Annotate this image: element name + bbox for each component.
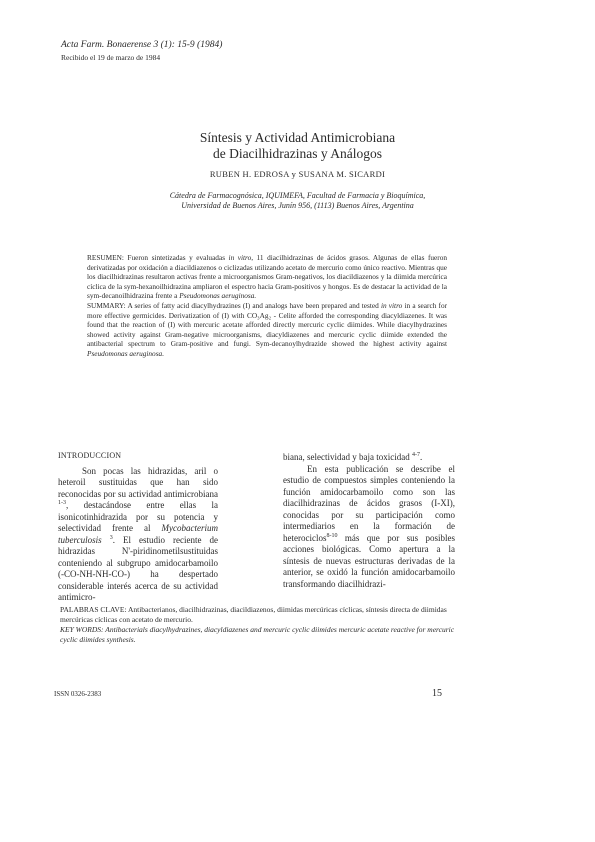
intro-text-a: Son pocas las hidrazidas, aril o heteroil sustituidas que han sido reconocidas por su actividad antimicrobiana (58, 465, 218, 499)
summary-invitro: in vitro (380, 300, 403, 310)
intro-text-b: , destacándose entre ellas la isonicotinhidrazida por su potencia y selectividad frente al (58, 500, 218, 533)
ref-4-7: 4-7 (411, 452, 420, 458)
ref-3: 3 (109, 534, 113, 541)
intro-paragraph-2 (283, 464, 455, 591)
summary-label: SUMMARY: (87, 300, 126, 310)
ref-8-10: 8-10 (326, 532, 338, 539)
key-words-label: KEY WORDS: (60, 625, 104, 634)
title-line-1: Síntesis y Actividad Antimicrobiana (199, 130, 396, 145)
received-date: Recibido el 19 de marzo de 1984 (61, 53, 161, 62)
intro-text-d: biana, selectividad y baja toxicidad (283, 452, 410, 462)
abstract (87, 253, 447, 359)
intro-paragraph-1 (58, 466, 218, 604)
resumen-label: RESUMEN: (87, 253, 124, 262)
resumen-text: Fueron sintetizadas y evaluadas (127, 253, 226, 262)
title-line-2: de Diacilhidrazinas y Análogos (212, 146, 383, 161)
issn: ISSN 0326-2383 (54, 690, 102, 698)
palabras-clave (60, 605, 456, 625)
page-number: 15 (432, 688, 442, 699)
intro-text-f: más que por sus posibles acciones biológicas. Como apertura a la síntesis de nuevas estructuras derivadas de la anterior, se oxidó la función amidocarbamoilo transformando diacilhidrazi- (283, 532, 455, 589)
summary (87, 301, 447, 359)
summary-organism: Pseudomonas aeruginosa. (87, 348, 165, 358)
intro-continuation (283, 452, 455, 464)
affiliation-line-1: Cátedra de Farmacognósica, IQUIMEFA, Facultad de Farmacia y Bioquímica, (169, 191, 426, 200)
body-column-left (58, 450, 218, 604)
keywords-block (60, 605, 456, 645)
palabras-text: Antibacterianos, diacilhidrazinas, diacildiazenos, diimidas mercúricas cíclicas, síntesis directa de diimidas mercúricas cíclicas con acetato de mercurio. (60, 605, 447, 624)
authors: RUBEN H. EDROSA y SUSANA M. SICARDI (209, 169, 386, 179)
intro-text-d2: . (419, 452, 423, 462)
key-words (60, 625, 456, 645)
key-words-text: Antibacterials diacylhydrazines, diacyldiazenes and mercuric cyclic diimides mercuric acetate reactive for mercuric cyclic diimides synthesis. (60, 625, 455, 644)
palabras-label: PALABRAS CLAVE: (60, 605, 127, 614)
summary-text-2: in a search for more effective germicides. Derivatization of (I) with CO₃Ag₂ - Celite afforded the corresponding diacyldiazenes. It was found that the reaction of (I) with mercuric acetate afforded directly mercuric cyclic diimides. While diacylhydrazines showed activity against Gram-negative microorganisms, diacyldiazenes and mercuric cyclic diimide extended the antibacterial spectrum to Gram-positive and fungi. Sym-decanoylhydrazide showed the highest activity against (87, 300, 448, 349)
resumen-organism: Pseudomonas aeruginosa. (179, 291, 257, 301)
affiliation-line-2: Universidad de Buenos Aires, Junín 956, (1113) Buenos Aires, Argentina (181, 201, 414, 210)
ref-1-3: 1-3 (58, 500, 66, 506)
section-heading: INTRODUCCION (58, 451, 122, 460)
intro-text-e: En esta publicación se describe el estudio de compuestos simples conteniendo la función amidocarbamoilo como son las diacilhidrazinas de ácidos grasos (I-XI), conocidas por su participación como intermediarios en la formación de heterociclos (283, 463, 455, 543)
body-column-right (283, 452, 455, 590)
paper-title (0, 130, 595, 162)
intro-organism: Mycobacterium tuberculosis (58, 523, 218, 545)
journal-citation: Acta Farm. Bonaerense 3 (1): 15-9 (1984) (61, 40, 223, 50)
resumen-text-2: , 11 diacilhidrazinas de ácidos grasos. Algunas de ellas fueron derivatizadas por oxidación a diacildiazenos o ciclizadas utilizando acetato de mercurio como único reactivo. Mientras que los diacilhidrazinas resultaron activas frente a microorganismos Gram-negativos, los diacildiazenos y la diimida mercúrica cíclica de la sym-hexanoilhidrazina ampliaron el espectro hacia Gram-positivos y hongos. Es de destacar la actividad de la sym-decanoilhidrazina frente a (87, 253, 447, 301)
intro-text-c: . El estudio reciente de hidrazidas N'-piridinometilsustituidas conteniendo al subgrupo amidocarbamoilo (-CO-NH-NH-CO-) ha despertado considerable interés acerca de su actividad antimicro- (58, 534, 219, 602)
summary-text: A series of fatty acid diacylhydrazines (I) and analogs have been prepared and tested (127, 300, 379, 310)
resumen (87, 253, 447, 301)
resumen-invitro: in vitro (228, 253, 252, 262)
affiliation (0, 191, 595, 211)
